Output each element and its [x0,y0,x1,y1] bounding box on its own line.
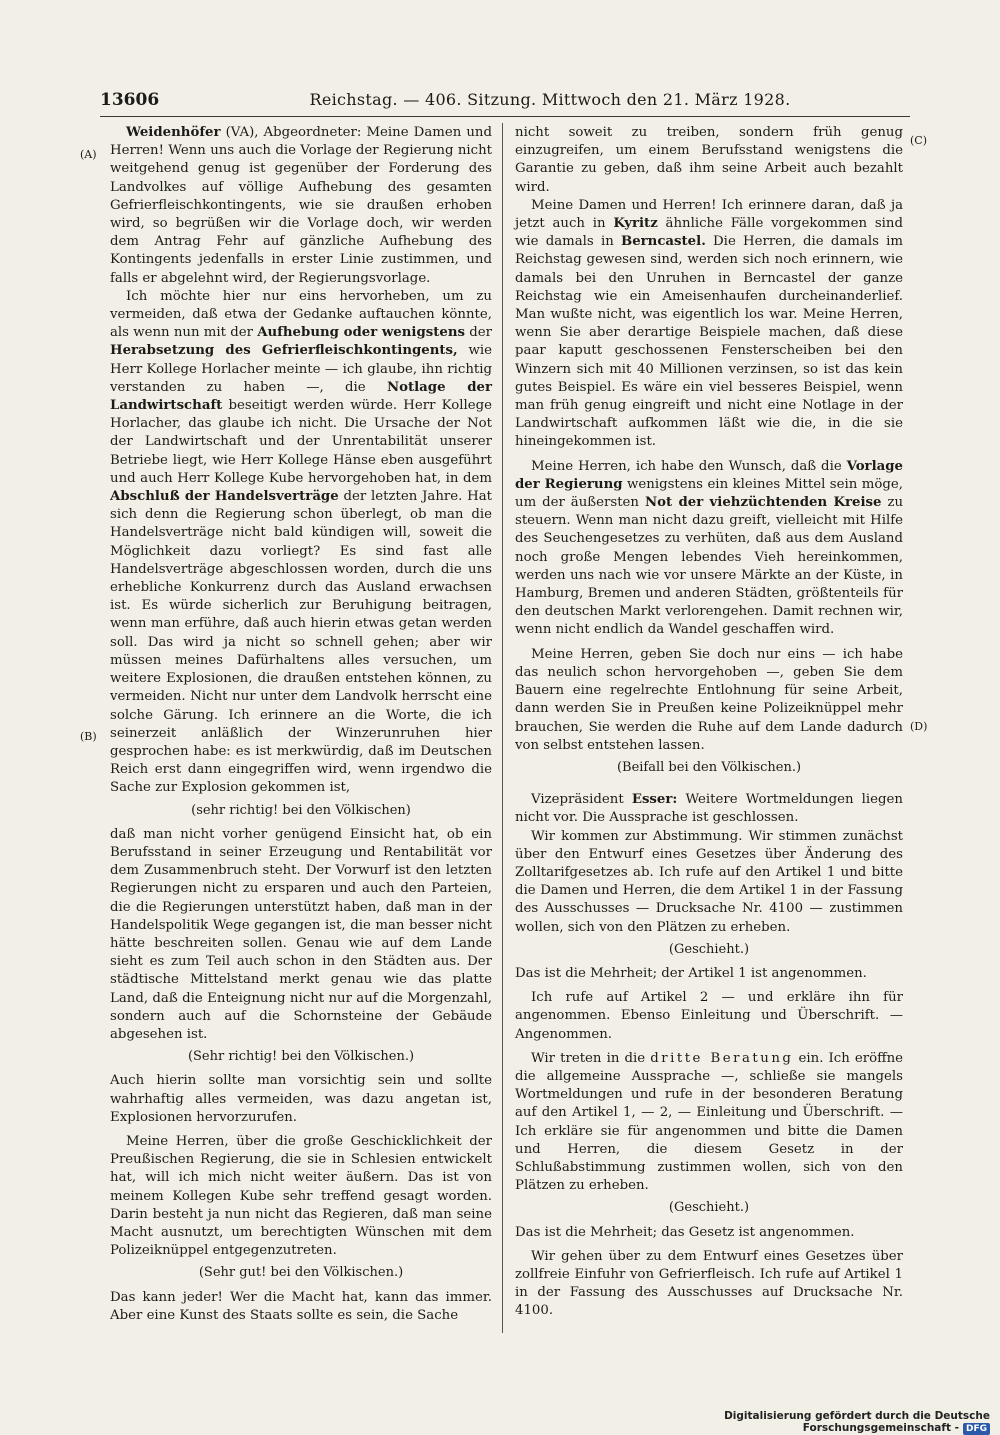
paragraph: daß man nicht vorher genügend Einsicht hat, ob ein Berufsstand in seiner Erzeugung und Rentabilität vor dem Zusammenbruch steht. Der Vorwurf ist den letzten Regierungen nicht zu ersparen und auch den Parteien, die die Regierungen unterstützt haben, daß man in der Handelspolitik Wege gegangen ist, die man besser nicht hätte beschreiten sollen. Genau wie auf dem Lande sieht es zum Teil auch schon in den Städten aus. Der städtische Mittelstand merkt genau wie das platte Land, daß die Enteignung nicht nur auf die Morgenzahl, sondern auch auf die Schornsteine der Gebäude abgesehen ist. [110,826,492,1042]
footer-credit [610,1410,990,1435]
paragraph: Wir gehen über zu dem Entwurf eines Gesetzes über zollfreie Einfuhr von Gefrierfleisch. Ich rufe auf Artikel 1 in der Fassung des Ausschusses auf Drucksache Nr. 4100. [515,1248,903,1319]
footer-text: Digitalisierung gefördert durch die Deutsche Forschungsgemeinschaft - [724,1410,990,1434]
speaker-name: Weidenhöfer [126,125,221,140]
dfg-logo: DFG [963,1423,990,1435]
page-number: 13606 [100,90,160,110]
header-rule [100,116,910,117]
paragraph: Auch hierin sollte man vorsichtig sein und sollte wahrhaftig alles vermeiden, was dazu angetan ist, Explosionen hervorzurufen. [110,1073,492,1125]
column-divider [502,123,503,1333]
interjection: (Geschieht.) [668,941,750,957]
paragraph: nicht soweit zu treiben, sondern früh genug einzugreifen, um einem Berufsstand wenigstens die Garantie zu geben, daß ihm seine Arbeit auch bezahlt wird. [515,125,903,195]
paragraph: Das ist die Mehrheit; der Artikel 1 ist angenommen. [515,965,867,981]
paragraph: Weidenhöfer (VA), Abgeordneter: Meine Damen und Herren! Wenn uns auch die Vorlage der Regierung nicht weitgehend genug ist gegenüber der Forderung des Landvolkes auf völlige Aufhebung des gesamten Gefrierfleischkontingents, wie sie draußen erhoben wird, so begrüßen wir die Vorlage doch, wir werden dem Antrag Fehr auf gänzliche Aufhebung des Kontingents jedenfalls in erster Linie zustimmen, und falls er abgelehnt wird, der Regierungsvorlage. [110,125,492,286]
left-column [110,124,492,1325]
paragraph: Ich rufe auf Artikel 2 — und erkläre ihn für angenommen. Ebenso Einleitung und Überschrift. — Angenommen. [515,990,903,1042]
margin-marker-a: (A) [80,148,97,161]
interjection: (sehr richtig! bei den Völkischen) [191,802,411,818]
running-title: Reichstag. — 406. Sitzung. Mittwoch den 21. März 1928. [309,90,791,109]
paragraph: Meine Herren, geben Sie doch nur eins — ich habe das neulich schon hervorgehoben —, geben Sie dem Bauern eine regelrechte Entlohnung für seine Arbeit, dann werden Sie in Preußen keine Polizeiknüppel mehr brauchen, Sie werden die Ruhe auf dem Lande dadurch von selbst entstehen lassen. [515,646,903,753]
paragraph: Das ist die Mehrheit; das Gesetz ist angenommen. [515,1224,855,1240]
interjection: (Sehr gut! bei den Völkischen.) [198,1265,404,1281]
paragraph: Wir kommen zur Abstimmung. Wir stimmen zunächst über den Entwurf eines Gesetzes über Änderung des Zolltarifgesetzes ab. Ich rufe auf den Artikel 1 und bitte die Damen und Herren, die dem Artikel 1 in der Fassung des Ausschusses — Drucksache Nr. 4100 — zustimmen wollen, sich von den Plätzen zu erheben. [515,828,903,935]
paragraph: Vizepräsident Esser: Weitere Wortmeldungen liegen nicht vor. Die Aussprache ist geschlossen. [515,792,903,826]
interjection: (Sehr richtig! bei den Völkischen.) [187,1049,415,1065]
paragraph: Wir treten in die dritte Beratung ein. Ich eröffne die allgemeine Aussprache —, schließe sie mangels Wortmeldungen und rufe in der besonderen Beratung auf den Artikel 1, — 2, — Einleitung und Überschrift. — Ich erkläre sie für angenommen und bitte die Damen und Herren, die diesem Gesetz in der Schlußabstimmung zustimmen wollen, sich von den Plätzen zu erheben. [515,1050,904,1194]
speaker-name: Esser: [631,792,678,808]
paragraph: Meine Damen und Herren! Ich erinnere daran, daß ja jetzt auch in Kyritz ähnliche Fälle vorgekommen sind wie damals in Berncastel. Die Herren, die damals im Reichstag gewesen sind, werden sich noch erinnern, wie damals bei den Unruhen in Berncastel der ganze Reichstag wie ein Ameisenhaufen durcheinanderlief. Man wußte nicht, was eigentlich los war. Meine Herren, wenn Sie aber derartige Beispiele machen, daß diese paar kaputt geschossenen Fensterscheiben bei den Winzern sich mit 40 Millionen verzinsen, so ist das kein gutes Beispiel. Es wäre ein viel besseres Beispiel, wenn man früh genug eingreift und nicht eine Notlage in der Landwirtschaft aufkommen läßt wie die, in die sie hineingekommen ist. [515,197,904,450]
paragraph: Meine Herren, über die große Geschicklichkeit der Preußischen Regierung, die sie in Schlesien entwickelt hat, will ich mich nicht weiter äußern. Das ist von meinem Kollegen Kube sehr treffend gesagt worden. Darin besteht ja nun nicht das Regieren, daß man seine Macht ausnutzt, um berechtigten Wünschen mit dem Polizeiknüppel entgegenzutreten. [110,1133,492,1259]
interjection: (Geschieht.) [668,1200,750,1216]
paragraph: Meine Herren, ich habe den Wunsch, daß die Vorlage der Regierung wenigstens ein kleines Mittel sein möge, um der äußersten Not der viehzüchtenden Kreise zu steuern. Wenn man nicht dazu greift, vielleicht mit Hilfe des Seuchengesetzes zu verhüten, daß aus dem Ausland noch große Mengen lebendes Vieh hereinkommen, werden uns nach wie vor unsere Märkte an der Küste, in Hamburg, Bremen und anderen Städten, größtenteils für den deutschen Markt verlorengehen. Damit rechnen wir, wenn nicht endlich da Wandel geschaffen wird. [515,458,904,638]
paragraph: Ich möchte hier nur eins hervorheben, um zu vermeiden, daß etwa der Gedanke auftauchen könnte, als wenn nun mit der Aufhebung oder wenigstens der Herabsetzung des Gefrierfleischkontingents, wie Herr Kollege Horlacher meinte — ich glaube, ihn richtig verstanden zu haben —, die Notlage der Landwirtschaft beseitigt werden würde. Herr Kollege Horlacher, das glaube ich nicht. Die Ursache der Not der Landwirtschaft und der Unrentabilität unserer Betriebe liegt, wie Herr Kollege Hänse eben ausgeführt und auch Herr Kollege Kube hervorgehoben hat, in dem Abschluß der Handelsverträge der letzten Jahre. Hat sich denn die Regierung schon überlegt, ob man die Handelsverträge nicht bald kündigen will, soweit die Möglichkeit dazu vorliegt? Es sind fast alle Handelsverträge abgeschlossen worden, durch die uns erhebliche Konkurrenz durch das Ausland erwachsen ist. Es würde sicherlich zur Beruhigung beitragen, wenn man erführe, daß auch hierin etwas getan werden soll. Das wird ja nicht so schnell gehen; aber wir müssen meines Dafürhaltens alles versuchen, um weitere Explosionen, die draußen entstehen können, zu vermeiden. Nicht nur unter dem Landvolk herrscht eine solche Gärung. Ich erinnere an die Worte, die ich seinerzeit anläßlich der Winzerunruhen hier gesprochen habe: es ist merkwürdig, daß im Deutschen Reich erst dann eingegriffen wird, wenn irgendwo die Sache zur Explosion gekommen ist, [110,288,492,796]
page-header [100,90,910,114]
margin-marker-b: (B) [80,730,97,743]
right-column [515,124,903,1321]
paragraph: Das kann jeder! Wer die Macht hat, kann das immer. Aber eine Kunst des Staats sollte es sein, die Sache [110,1289,492,1323]
margin-marker-d: (D) [910,720,928,733]
interjection: (Beifall bei den Völkischen.) [616,759,802,775]
margin-marker-c: (C) [910,134,927,147]
